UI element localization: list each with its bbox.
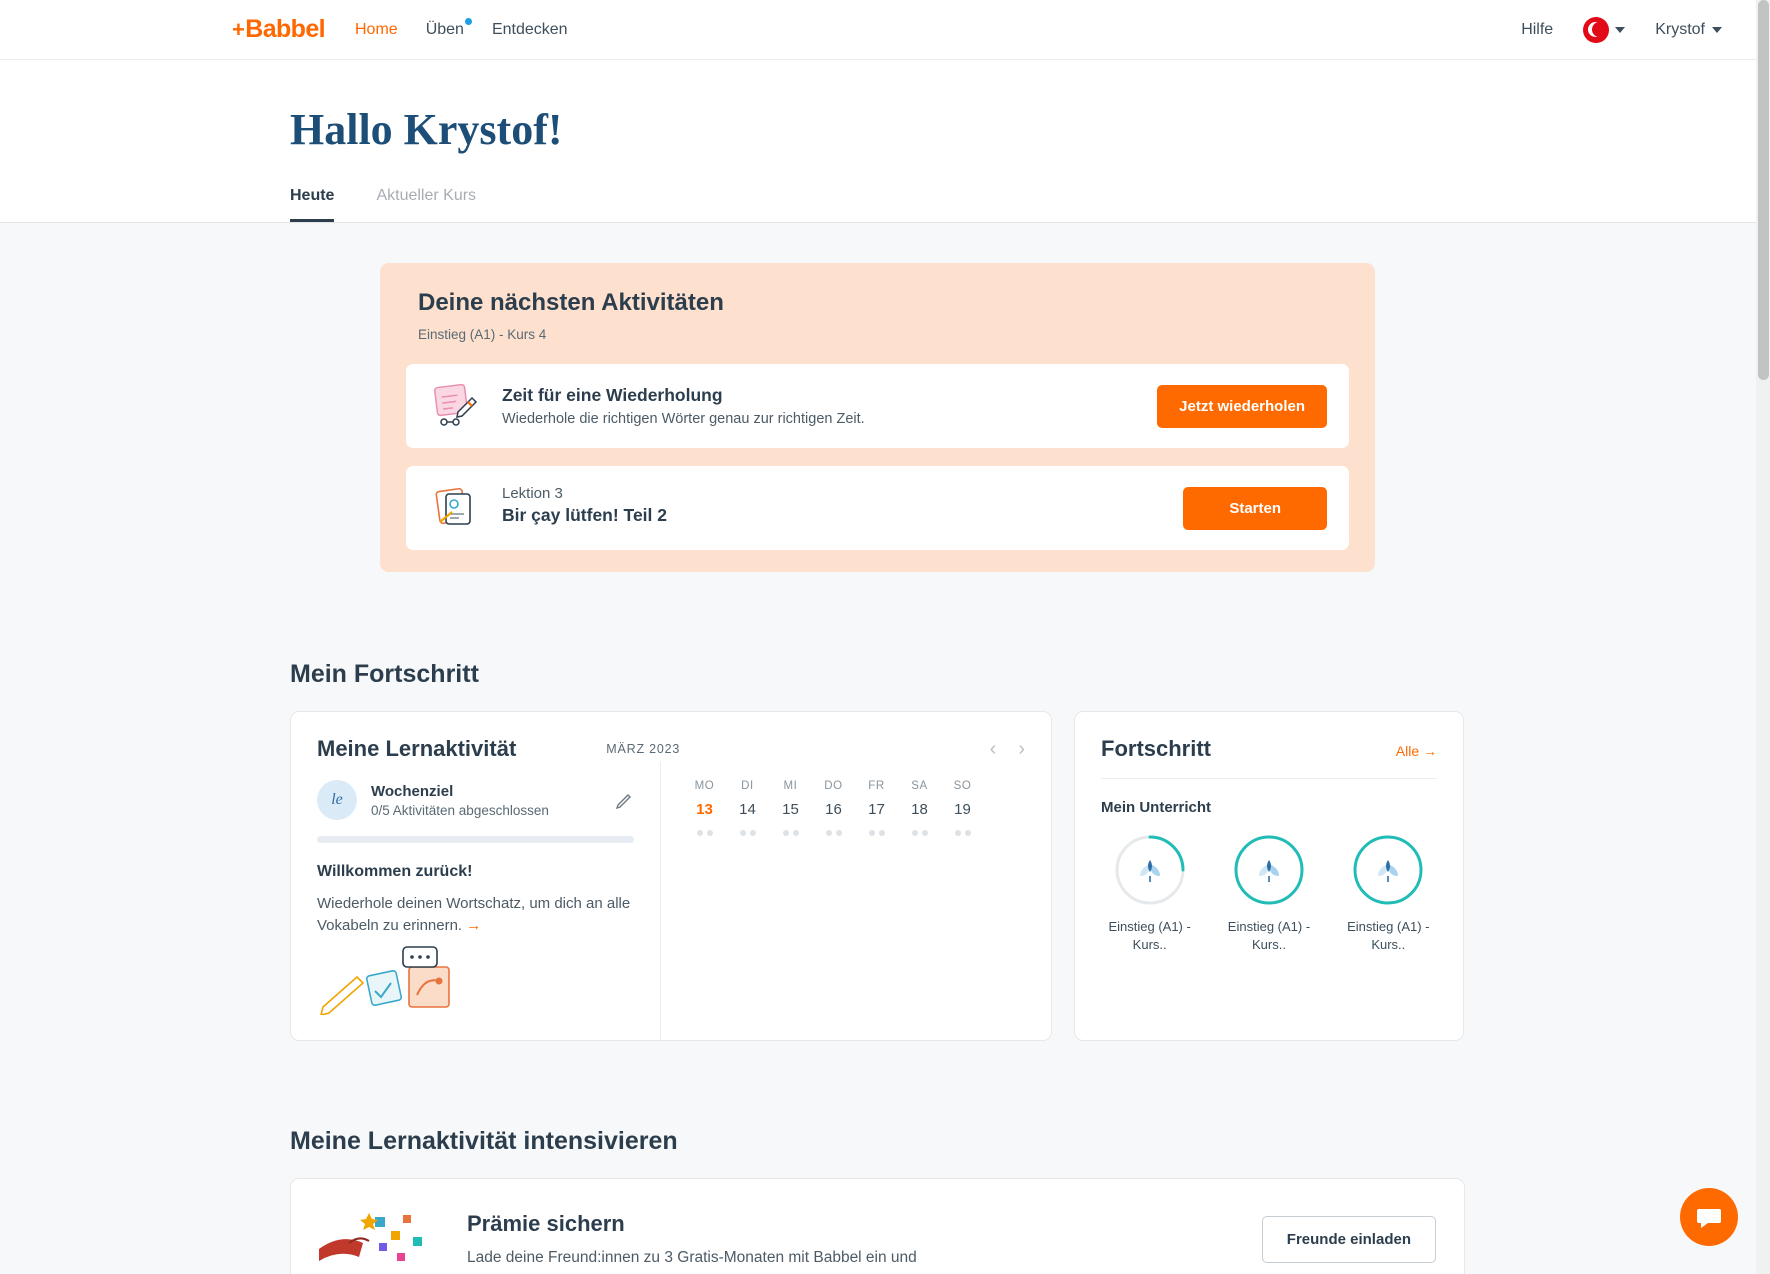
day-number: 18 xyxy=(911,801,928,818)
reward-heading: Prämie sichern xyxy=(467,1211,625,1236)
day-dots xyxy=(726,830,769,836)
logo-text: Babbel xyxy=(245,15,325,43)
scrollbar-thumb[interactable] xyxy=(1758,0,1769,380)
nav-item-ueben[interactable] xyxy=(426,21,464,39)
chevron-down-icon xyxy=(1712,27,1722,33)
start-lesson-button[interactable]: Starten xyxy=(1183,487,1327,530)
nav-item-home[interactable] xyxy=(355,21,398,39)
next-activities-title: Deine nächsten Aktivitäten xyxy=(418,289,724,316)
page-title: Hallo Krystof! xyxy=(290,105,563,154)
logo-plus-icon: + xyxy=(232,16,245,42)
chat-bubble-button[interactable] xyxy=(1680,1188,1738,1246)
pencil-icon[interactable] xyxy=(616,791,634,809)
welcome-back-text xyxy=(317,893,634,937)
week-days xyxy=(683,780,1031,836)
chevron-right-icon[interactable]: › xyxy=(1018,737,1025,760)
user-name: Krystof xyxy=(1655,20,1705,38)
nav-item-entdecken[interactable] xyxy=(492,21,568,39)
nav-links xyxy=(355,21,568,39)
nav-item-home-label: Home xyxy=(355,20,398,38)
weekly-goal-progressbar xyxy=(317,836,634,843)
activity-review-description: Wiederhole die richtigen Wörter genau zur richtigen Zeit. xyxy=(502,411,865,427)
course-ring-label: Einstieg (A1) - Kurs.. xyxy=(1347,919,1430,952)
day-dots xyxy=(855,830,898,836)
welcome-illustration xyxy=(317,945,634,1015)
day-name: DI xyxy=(741,780,754,792)
learning-activity-title: Meine Lernaktivität xyxy=(317,736,517,761)
course-rings xyxy=(1101,834,1437,953)
calendar-day[interactable] xyxy=(726,780,769,836)
progress-card-title: Fortschritt xyxy=(1101,736,1211,761)
course-ring-item[interactable] xyxy=(1340,834,1437,953)
course-progress-ring xyxy=(1233,834,1305,906)
intensify-section xyxy=(0,1041,1770,1274)
chat-bubble-icon xyxy=(1695,1203,1723,1231)
learning-activity-header xyxy=(291,712,1051,762)
day-number: 14 xyxy=(739,801,756,818)
day-name: MI xyxy=(783,780,798,792)
learning-activity-body xyxy=(291,762,1051,1040)
calendar-day[interactable] xyxy=(812,780,855,836)
progress-section xyxy=(0,572,1770,1041)
course-ring-item[interactable] xyxy=(1220,834,1317,953)
activity-review-heading: Zeit für eine Wiederholung xyxy=(502,385,723,405)
welcome-arrow-icon[interactable]: → xyxy=(466,916,482,934)
weekly-goal-panel xyxy=(291,762,661,1040)
page-tabs xyxy=(0,155,1770,223)
reward-card xyxy=(290,1178,1465,1274)
activity-lesson-text xyxy=(502,485,1183,531)
day-name: DO xyxy=(824,780,843,792)
chevron-left-icon[interactable]: ‹ xyxy=(989,737,997,760)
help-link[interactable]: Hilfe xyxy=(1521,20,1554,38)
weekly-goal-row xyxy=(317,780,634,820)
invite-friends-button[interactable]: Freunde einladen xyxy=(1262,1216,1436,1263)
progress-cards-row xyxy=(290,711,1465,1041)
nav-right-group xyxy=(1521,17,1722,43)
gift-hand-icon xyxy=(319,1203,439,1274)
calendar-day[interactable] xyxy=(898,780,941,836)
week-calendar xyxy=(661,762,1051,1040)
review-notebook-icon xyxy=(428,382,484,430)
course-progress-ring xyxy=(1114,834,1186,906)
calendar-day[interactable] xyxy=(683,780,726,836)
progress-all-link[interactable]: Alle → xyxy=(1395,743,1437,759)
tab-heute[interactable]: Heute xyxy=(290,187,334,222)
day-dots xyxy=(683,830,726,836)
user-menu[interactable] xyxy=(1655,21,1722,39)
page-scrollbar[interactable] xyxy=(1756,0,1770,1274)
main-content xyxy=(0,223,1770,1274)
turkish-flag-icon xyxy=(1583,17,1609,43)
day-number: 16 xyxy=(825,801,842,818)
activity-lesson-label: Lektion 3 xyxy=(502,485,563,502)
activity-lesson-heading: Bir çay lütfen! Teil 2 xyxy=(502,505,667,525)
review-now-button[interactable]: Jetzt wiederholen xyxy=(1157,385,1327,428)
greeting-area xyxy=(0,60,1770,155)
calendar-day[interactable] xyxy=(769,780,812,836)
next-activities-subtitle: Einstieg (A1) - Kurs 4 xyxy=(418,327,547,342)
activity-row-lesson[interactable] xyxy=(406,466,1349,550)
weekly-goal-text xyxy=(371,783,549,818)
tab-aktueller-kurs[interactable]: Aktueller Kurs xyxy=(376,187,477,204)
day-name: MO xyxy=(694,780,715,792)
language-selector[interactable] xyxy=(1583,17,1625,43)
calendar-month-label: MÄRZ 2023 xyxy=(606,742,681,756)
welcome-back-copy: Wiederhole deinen Wortschatz, um dich an alle Vokabeln zu erinnern. xyxy=(317,895,631,934)
day-number: 19 xyxy=(954,801,971,818)
calendar-day[interactable] xyxy=(941,780,984,836)
day-name: SO xyxy=(953,780,972,792)
progress-card xyxy=(1074,711,1464,1041)
day-number: 15 xyxy=(782,801,799,818)
course-ring-label: Einstieg (A1) - Kurs.. xyxy=(1227,919,1311,952)
next-activities-panel xyxy=(380,263,1375,572)
course-ring-item[interactable] xyxy=(1101,834,1198,953)
chevron-down-icon xyxy=(1615,27,1625,33)
nav-item-entdecken-label: Entdecken xyxy=(491,20,568,38)
course-ring-label: Einstieg (A1) - Kurs.. xyxy=(1108,919,1191,952)
progress-card-subtitle: Mein Unterricht xyxy=(1101,799,1212,816)
reward-description: Lade deine Freund:innen zu 3 Gratis-Monaten mit Babbel ein und xyxy=(467,1249,917,1266)
day-name: FR xyxy=(868,780,885,792)
top-navigation xyxy=(0,0,1770,60)
nav-item-ueben-label: Üben xyxy=(425,20,464,38)
progress-section-title: Mein Fortschritt xyxy=(290,660,479,688)
day-number: 13 xyxy=(696,801,713,818)
notification-dot-icon xyxy=(465,18,472,25)
calendar-day[interactable] xyxy=(855,780,898,836)
day-dots xyxy=(812,830,855,836)
reward-text xyxy=(467,1211,1262,1267)
weekly-goal-name: Wochenziel xyxy=(371,782,454,800)
activity-row-review[interactable] xyxy=(406,364,1349,448)
progress-card-header xyxy=(1101,736,1437,779)
lesson-cards-icon xyxy=(428,484,484,532)
day-dots xyxy=(941,830,984,836)
weekly-goal-sub: 0/5 Aktivitäten abgeschlossen xyxy=(371,802,549,818)
day-number: 17 xyxy=(868,801,885,818)
course-progress-ring xyxy=(1352,834,1424,906)
day-dots xyxy=(769,830,812,836)
activity-review-text xyxy=(502,385,1157,427)
day-name: SA xyxy=(911,780,928,792)
intensify-section-title: Meine Lernaktivität intensivieren xyxy=(290,1127,678,1155)
calendar-nav xyxy=(990,738,1025,761)
learning-activity-card xyxy=(290,711,1052,1041)
babbel-logo[interactable] xyxy=(232,15,325,44)
day-dots xyxy=(898,830,941,836)
welcome-back-title: Willkommen zurück! xyxy=(317,863,473,880)
goal-avatar-icon: le xyxy=(317,780,357,820)
